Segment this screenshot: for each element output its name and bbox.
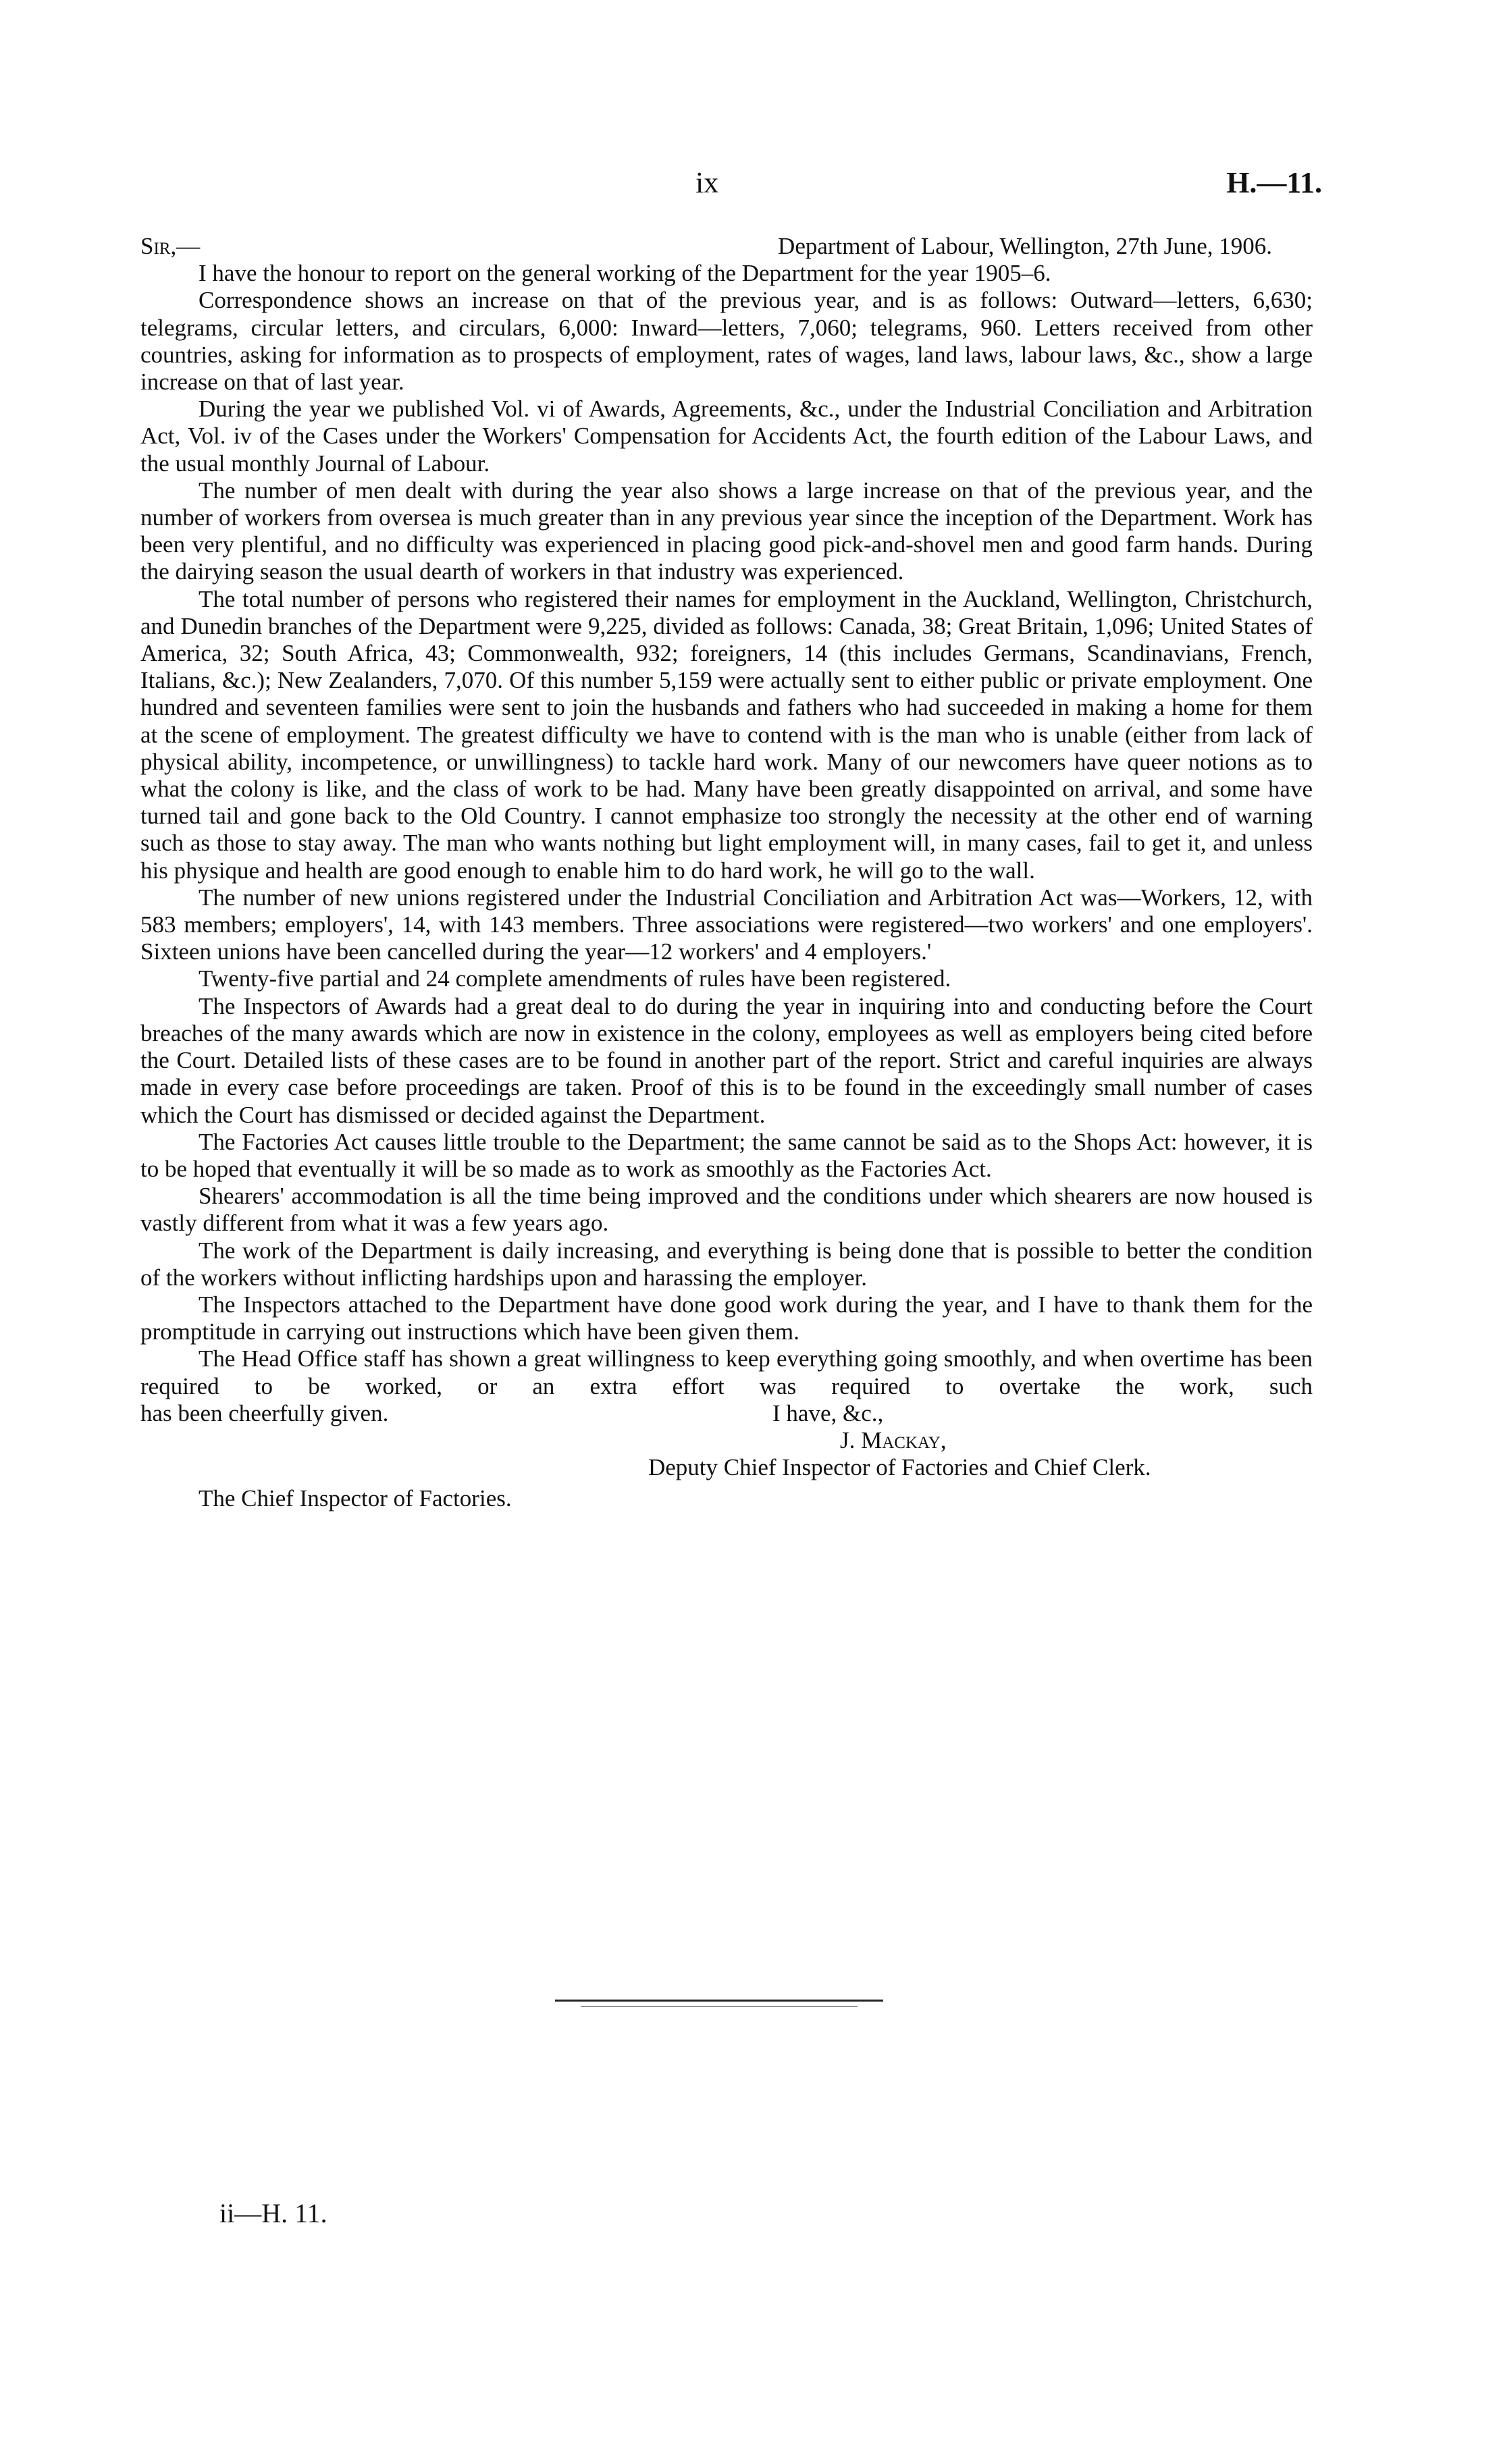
letter-heading: [140, 233, 1313, 260]
divider-rule: [555, 2000, 883, 2002]
signatory: J. Mackay,: [840, 1426, 947, 1453]
letter-body: [140, 233, 1313, 1512]
dateline: Department of Labour, Wellington, 27th June, 1906.: [778, 233, 1272, 259]
paragraph: The Head Office staff has shown a great willingness to keep everything going smoothly, and when overtime has been required to be worked, or an extra effort was required to overtake the work, such: [140, 1345, 1313, 1399]
addressee: The Chief Inspector of Factories.: [199, 1484, 512, 1511]
closing: I have, &c.,: [772, 1399, 884, 1426]
paragraph: The Inspectors of Awards had a great deal to do during the year in inquiring into and conducting before the Court breaches of the many awards which are now in existence in the colony, employees as well as employers being cited before the Court. Detailed lists of these cases are to be found in another part of the report. Strict and careful inquiries are always made in every case before proceedings are taken. Proof of this is to be found in the exceedingly small number of cases which the Court has dismissed or decided against the Department.: [140, 992, 1313, 1128]
footer-signature-mark: ii—H. 11.: [219, 2198, 327, 2228]
paragraph: I have the honour to report on the general working of the Department for the year 1905–6.: [199, 260, 1051, 287]
signature-block: [140, 1400, 1313, 1481]
paragraph: During the year we published Vol. vi of Awards, Agreements, &c., under the Industrial Conciliation and Arbitration Act, Vol. iv of the Cases under the Workers' Compensation for Accidents Act, the fourth edition of the Labour Laws, and the usual monthly Journal of Labour.: [140, 396, 1313, 477]
paragraph: The number of men dealt with during the year also shows a large increase on that of the previous year, and the number of workers from oversea is much greater than in any previous year since the inception of the Department. Work has been very plentiful, and no difficulty was experienced in placing good pick-and-shovel men and good farm hands. During the dairying season the usual dearth of workers in that industry was experienced.: [140, 477, 1313, 585]
paragraph: Shearers' accommodation is all the time being improved and the conditions under which shearers are now housed is vastly different from what it was a few years ago.: [140, 1183, 1313, 1237]
document-reference: H.—11.: [1226, 166, 1322, 199]
paragraph: Correspondence shows an increase on that of the previous year, and is as follows: Outward—letters, 6,630; telegrams, circular letters, and circulars, 6,000: Inward—letters, 7,060; telegrams, 960. Letters received from other countries, asking for information as to prospects of employment, rates of wages, land laws, labour laws, &c., show a large increase on that of last year.: [140, 287, 1313, 396]
paragraph: The Factories Act causes little trouble to the Department; the same cannot be said as to the Shops Act: however, it is to be hoped that eventually it will be so made as to work as smoothly as the Factories Act.: [140, 1128, 1313, 1182]
paragraph: Twenty-five partial and 24 complete amendments of rules have been registered.: [199, 965, 951, 992]
divider-rule-thin: [581, 2006, 858, 2007]
paragraph: The total number of persons who registered their names for employment in the Auckland, Wellington, Christchurch, and Dunedin branches of the Department were 9,225, divided as follows: Canada, 38; Great Britain, 1,096; United States of America, 32; South Africa, 43; Commonwealth, 932; foreigners, 14 (this includes Germans, Scandinavians, French, Italians, &c.); New Zealanders, 7,070. Of this number 5,159 were actually sent to either public or private employment. One hundred and seventeen families were sent to join the husbands and fathers who had succeeded in making a home for them at the scene of employment. The greatest difficulty we have to contend with is the man who is unable (either from lack of physical ability, incompetence, or unwillingness) to tackle hard work. Many of our newcomers have queer notions as to what the colony is like, and the class of work to be had. Many have been greatly disappointed on arrival, and some have turned tail and gone back to the Old Country. I cannot emphasize too strongly the necessity at the other end of warning such as those to stay away. The man who wants nothing but light employment will, in many cases, fail to get it, and unless his physique and health are good enough to enable him to do hard work, he will go to the wall.: [140, 585, 1313, 884]
signatory-title: Deputy Chief Inspector of Factories and Chief Clerk.: [648, 1453, 1151, 1480]
paragraph: The work of the Department is daily increasing, and everything is being done that is possible to better the condition of the workers without inflicting hardships upon and harassing the employer.: [140, 1237, 1313, 1291]
paragraph: The Inspectors attached to the Department have done good work during the year, and I have to thank them for the promptitude in carrying out instructions which have been given them.: [140, 1291, 1313, 1345]
page-number: ix: [695, 166, 719, 199]
paragraph: The number of new unions registered under the Industrial Conciliation and Arbitration Act was—Workers, 12, with 583 members; employers', 14, with 143 members. Three associations were registered—two workers' and one employers'. Sixteen unions have been cancelled during the year—12 workers' and 4 employers.': [140, 884, 1313, 965]
salutation: Sir,—: [140, 233, 201, 259]
last-line: has been cheerfully given.: [140, 1399, 389, 1426]
